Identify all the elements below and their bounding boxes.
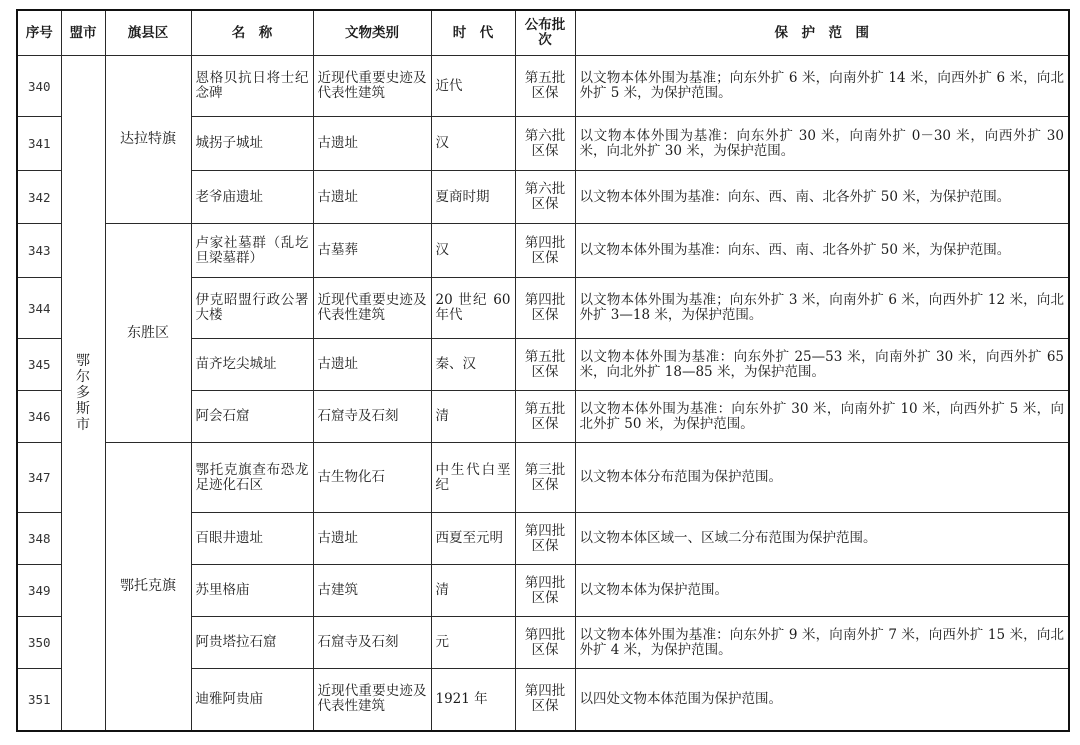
relic-batch: 第四批区保 bbox=[515, 513, 575, 565]
relic-scope: 以文物本体外围为基准；向东外扩 3 米，向南外扩 6 米，向西外扩 12 米，向北外扩 3—18 米，为保护范围。 bbox=[575, 278, 1069, 339]
relic-category: 古建筑 bbox=[313, 565, 431, 617]
relic-batch: 第五批区保 bbox=[515, 339, 575, 391]
county-etuoke: 鄂托克旗 bbox=[105, 443, 191, 731]
relic-scope: 以文物本体外围为基准：向东外扩 30 米，向南外扩 0－30 米，向西外扩 30 米，向北外扩 30 米，为保护范围。 bbox=[575, 117, 1069, 171]
relic-name: 恩格贝抗日将士纪念碑 bbox=[191, 56, 313, 117]
relic-scope: 以四处文物本体范围为保护范围。 bbox=[575, 669, 1069, 731]
relic-batch: 第四批区保 bbox=[515, 224, 575, 278]
heritage-table-container bbox=[16, 9, 1070, 732]
relic-period: 夏商时期 bbox=[431, 171, 515, 224]
relic-period: 中生代白垩纪 bbox=[431, 443, 515, 513]
relic-name: 卢家社墓群（乱圪旦梁墓群） bbox=[191, 224, 313, 278]
relic-batch: 第五批区保 bbox=[515, 56, 575, 117]
relic-scope: 以文物本体外围为基准：向东、西、南、北各外扩 50 米，为保护范围。 bbox=[575, 171, 1069, 224]
relic-name: 城拐子城址 bbox=[191, 117, 313, 171]
row-number: 346 bbox=[17, 391, 61, 443]
row-number: 351 bbox=[17, 669, 61, 731]
relic-batch: 第四批区保 bbox=[515, 669, 575, 731]
relic-name: 苗齐圪尖城址 bbox=[191, 339, 313, 391]
relic-period: 西夏至元明 bbox=[431, 513, 515, 565]
relic-category: 石窟寺及石刻 bbox=[313, 617, 431, 669]
relic-scope: 以文物本体外围为基准：向东外扩 25—53 米，向南外扩 30 米，向西外扩 65 米，向北外扩 18—85 米，为保护范围。 bbox=[575, 339, 1069, 391]
header-row bbox=[17, 10, 1069, 56]
header-seq: 序号 bbox=[17, 10, 61, 56]
table-row bbox=[17, 443, 1069, 513]
relic-name: 苏里格庙 bbox=[191, 565, 313, 617]
relic-scope: 以文物本体外围为基准：向东外扩 9 米，向南外扩 7 米，向西外扩 15 米，向北外扩 4 米，为保护范围。 bbox=[575, 617, 1069, 669]
relic-category: 古遗址 bbox=[313, 339, 431, 391]
relic-category: 古遗址 bbox=[313, 513, 431, 565]
league-cell bbox=[61, 56, 105, 731]
relic-category: 石窟寺及石刻 bbox=[313, 391, 431, 443]
row-number: 349 bbox=[17, 565, 61, 617]
relic-scope: 以文物本体外围为基准：向东外扩 30 米，向南外扩 10 米，向西外扩 5 米，向北外扩 50 米，为保护范围。 bbox=[575, 391, 1069, 443]
header-league: 盟市 bbox=[61, 10, 105, 56]
relic-batch: 第六批区保 bbox=[515, 171, 575, 224]
header-name: 名 称 bbox=[191, 10, 313, 56]
relic-period: 汉 bbox=[431, 224, 515, 278]
row-number: 343 bbox=[17, 224, 61, 278]
relic-scope: 以文物本体外围为基准；向东外扩 6 米，向南外扩 14 米，向西外扩 6 米，向北外扩 5 米，为保护范围。 bbox=[575, 56, 1069, 117]
relic-name: 老爷庙遗址 bbox=[191, 171, 313, 224]
row-number: 345 bbox=[17, 339, 61, 391]
header-period: 时 代 bbox=[431, 10, 515, 56]
relic-name: 阿会石窟 bbox=[191, 391, 313, 443]
table-row bbox=[17, 224, 1069, 278]
row-number: 348 bbox=[17, 513, 61, 565]
relic-batch: 第四批区保 bbox=[515, 565, 575, 617]
row-number: 342 bbox=[17, 171, 61, 224]
row-number: 350 bbox=[17, 617, 61, 669]
relic-scope: 以文物本体区域一、区域二分布范围为保护范围。 bbox=[575, 513, 1069, 565]
relic-period: 清 bbox=[431, 391, 515, 443]
league-name: 鄂尔多斯市 bbox=[76, 352, 90, 433]
relic-scope: 以文物本体为保护范围。 bbox=[575, 565, 1069, 617]
relic-period: 1921 年 bbox=[431, 669, 515, 731]
header-scope: 保 护 范 围 bbox=[575, 10, 1069, 56]
relic-name: 鄂托克旗查布恐龙足迹化石区 bbox=[191, 443, 313, 513]
relic-scope: 以文物本体外围为基准：向东、西、南、北各外扩 50 米，为保护范围。 bbox=[575, 224, 1069, 278]
relic-category: 古生物化石 bbox=[313, 443, 431, 513]
relic-category: 近现代重要史迹及代表性建筑 bbox=[313, 278, 431, 339]
relic-category: 近现代重要史迹及代表性建筑 bbox=[313, 56, 431, 117]
relic-batch: 第五批区保 bbox=[515, 391, 575, 443]
heritage-table bbox=[16, 9, 1070, 732]
relic-category: 古遗址 bbox=[313, 117, 431, 171]
table-row bbox=[17, 56, 1069, 117]
row-number: 347 bbox=[17, 443, 61, 513]
relic-period: 清 bbox=[431, 565, 515, 617]
header-county: 旗县区 bbox=[105, 10, 191, 56]
relic-category: 古墓葬 bbox=[313, 224, 431, 278]
relic-period: 秦、汉 bbox=[431, 339, 515, 391]
relic-batch: 第六批区保 bbox=[515, 117, 575, 171]
relic-batch: 第三批区保 bbox=[515, 443, 575, 513]
row-number: 341 bbox=[17, 117, 61, 171]
header-category: 文物类别 bbox=[313, 10, 431, 56]
relic-name: 阿贵塔拉石窟 bbox=[191, 617, 313, 669]
relic-category: 古遗址 bbox=[313, 171, 431, 224]
relic-period: 近代 bbox=[431, 56, 515, 117]
row-number: 340 bbox=[17, 56, 61, 117]
relic-period: 元 bbox=[431, 617, 515, 669]
relic-period: 汉 bbox=[431, 117, 515, 171]
relic-name: 百眼井遗址 bbox=[191, 513, 313, 565]
header-batch: 公布批次 bbox=[515, 10, 575, 56]
relic-batch: 第四批区保 bbox=[515, 617, 575, 669]
relic-period: 20 世纪 60 年代 bbox=[431, 278, 515, 339]
county-dongsheng: 东胜区 bbox=[105, 224, 191, 443]
row-number: 344 bbox=[17, 278, 61, 339]
relic-scope: 以文物本体分布范围为保护范围。 bbox=[575, 443, 1069, 513]
county-dalate: 达拉特旗 bbox=[105, 56, 191, 224]
relic-category: 近现代重要史迹及代表性建筑 bbox=[313, 669, 431, 731]
relic-name: 伊克昭盟行政公署大楼 bbox=[191, 278, 313, 339]
relic-name: 迪雅阿贵庙 bbox=[191, 669, 313, 731]
relic-batch: 第四批区保 bbox=[515, 278, 575, 339]
